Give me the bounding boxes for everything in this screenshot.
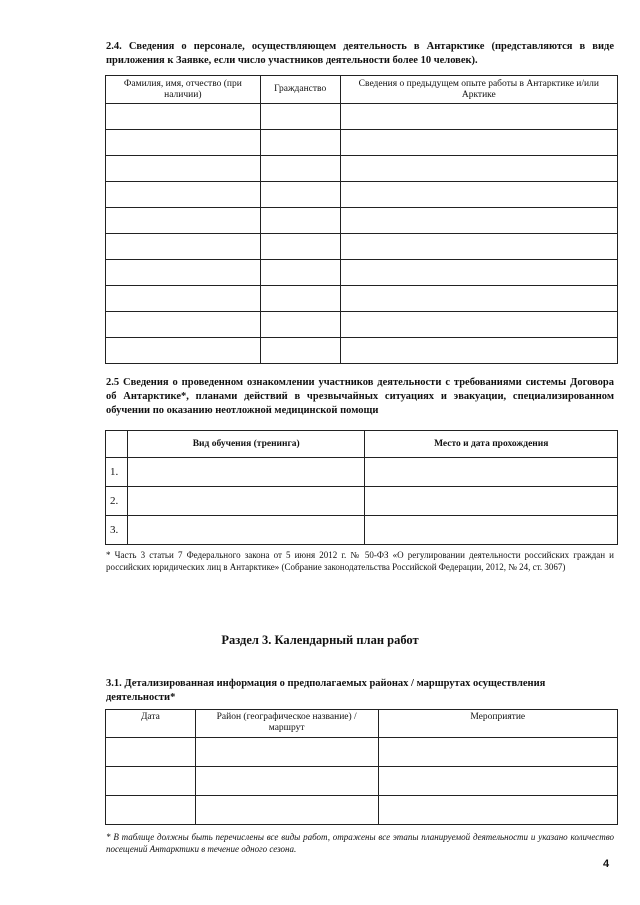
table-cell[interactable]: [340, 182, 617, 208]
table-cell[interactable]: [260, 156, 340, 182]
column-header-citizenship: Гражданство: [260, 76, 340, 104]
table-cell[interactable]: [127, 458, 365, 487]
section-3-1-heading: 3.1. Детализированная информация о предполагаемых районах / маршрутах осуществления деятельности*: [106, 678, 546, 703]
table-cell[interactable]: [365, 458, 618, 487]
table-row: [106, 338, 618, 364]
table-cell[interactable]: [106, 182, 261, 208]
table-row: [106, 767, 618, 796]
table-row: [106, 487, 618, 516]
table-row: [106, 260, 618, 286]
table-header-row: [106, 710, 618, 738]
table-row: [106, 312, 618, 338]
table-cell[interactable]: [106, 338, 261, 364]
table-cell[interactable]: [260, 260, 340, 286]
table-cell[interactable]: [378, 767, 618, 796]
table-row: [106, 208, 618, 234]
column-header-training-type: Вид обучения (тренинга): [127, 431, 365, 458]
table-cell[interactable]: [340, 130, 617, 156]
table-header-row: [106, 76, 618, 104]
table-cell[interactable]: [106, 208, 261, 234]
table-cell[interactable]: [195, 767, 378, 796]
page-number: 4: [603, 858, 610, 870]
footnote-table-instructions: * В таблице должны быть перечислены все виды работ, отражены все этапы планируемой деятельности и указано количество посещений Антарктики в течение одного сезона.: [106, 832, 614, 854]
table-cell[interactable]: [106, 260, 261, 286]
table-cell[interactable]: [340, 104, 617, 130]
table-row: [106, 458, 618, 487]
column-header-date: Дата: [106, 710, 196, 738]
table-cell[interactable]: [260, 286, 340, 312]
table-cell[interactable]: [378, 796, 618, 825]
column-header-region: Район (географическое название) / маршрут: [195, 710, 378, 738]
table-cell[interactable]: [260, 104, 340, 130]
row-number: 2.: [106, 487, 128, 516]
table-cell[interactable]: [106, 104, 261, 130]
table-cell[interactable]: [106, 312, 261, 338]
table-cell[interactable]: [127, 516, 365, 545]
footnote-federal-law: * Часть 3 статьи 7 Федерального закона от 5 июня 2012 г. № 50-ФЗ «О регулировании деятельности российских граждан и российских юридических лиц в Антарктике» (Собрание законодательства Российской Федерации, 2012, № 24, ст. 3067): [106, 550, 614, 572]
row-number: 3.: [106, 516, 128, 545]
table-cell[interactable]: [195, 738, 378, 767]
section-2-4-heading: 2.4. Сведения о персонале, осуществляющем деятельность в Антарктике (представляются в виде приложения к Заявке, если число участников деятельности более 10 человек).: [106, 41, 614, 66]
row-number: 1.: [106, 458, 128, 487]
table-cell[interactable]: [340, 286, 617, 312]
table-cell[interactable]: [106, 234, 261, 260]
column-header-experience: Сведения о предыдущем опыте работы в Антарктике и/или Арктике: [340, 76, 617, 104]
table-cell[interactable]: [260, 182, 340, 208]
section-3-title: Раздел 3. Календарный план работ: [221, 633, 419, 647]
table-cell[interactable]: [260, 208, 340, 234]
table-cell[interactable]: [260, 234, 340, 260]
table-row: [106, 516, 618, 545]
training-table: [105, 430, 618, 545]
table-cell[interactable]: [106, 130, 261, 156]
table-cell[interactable]: [340, 260, 617, 286]
section-2-5-heading: 2.5 Сведения о проведенном ознакомлении участников деятельности с требованиями системы Договора об Антарктике*, планами действий в чрезвычайных ситуациях и эвакуации, специализированном обучении по оказанию неотложной медицинской помощи: [106, 377, 614, 416]
table-cell[interactable]: [260, 312, 340, 338]
table-cell[interactable]: [106, 286, 261, 312]
table-row: [106, 234, 618, 260]
table-row: [106, 182, 618, 208]
table-cell[interactable]: [106, 796, 196, 825]
table-cell[interactable]: [365, 516, 618, 545]
table-row: [106, 286, 618, 312]
table-header-row: [106, 431, 618, 458]
table-cell[interactable]: [340, 156, 617, 182]
table-row: [106, 104, 618, 130]
table-cell[interactable]: [195, 796, 378, 825]
table-cell[interactable]: [365, 487, 618, 516]
table-row: [106, 156, 618, 182]
table-cell[interactable]: [340, 208, 617, 234]
table-cell[interactable]: [378, 738, 618, 767]
table-cell[interactable]: [340, 338, 617, 364]
column-header-place-date: Место и дата прохождения: [365, 431, 618, 458]
calendar-plan-table: [105, 709, 618, 825]
table-row: [106, 796, 618, 825]
personnel-table: [105, 75, 618, 364]
table-cell[interactable]: [340, 234, 617, 260]
column-header-number: [106, 431, 128, 458]
column-header-full-name: Фамилия, имя, отчество (при наличии): [106, 76, 261, 104]
table-cell[interactable]: [260, 130, 340, 156]
table-cell[interactable]: [340, 312, 617, 338]
table-cell[interactable]: [260, 338, 340, 364]
table-cell[interactable]: [106, 767, 196, 796]
table-row: [106, 738, 618, 767]
table-cell[interactable]: [127, 487, 365, 516]
table-row: [106, 130, 618, 156]
table-cell[interactable]: [106, 738, 196, 767]
table-cell[interactable]: [106, 156, 261, 182]
column-header-activity: Мероприятие: [378, 710, 618, 738]
